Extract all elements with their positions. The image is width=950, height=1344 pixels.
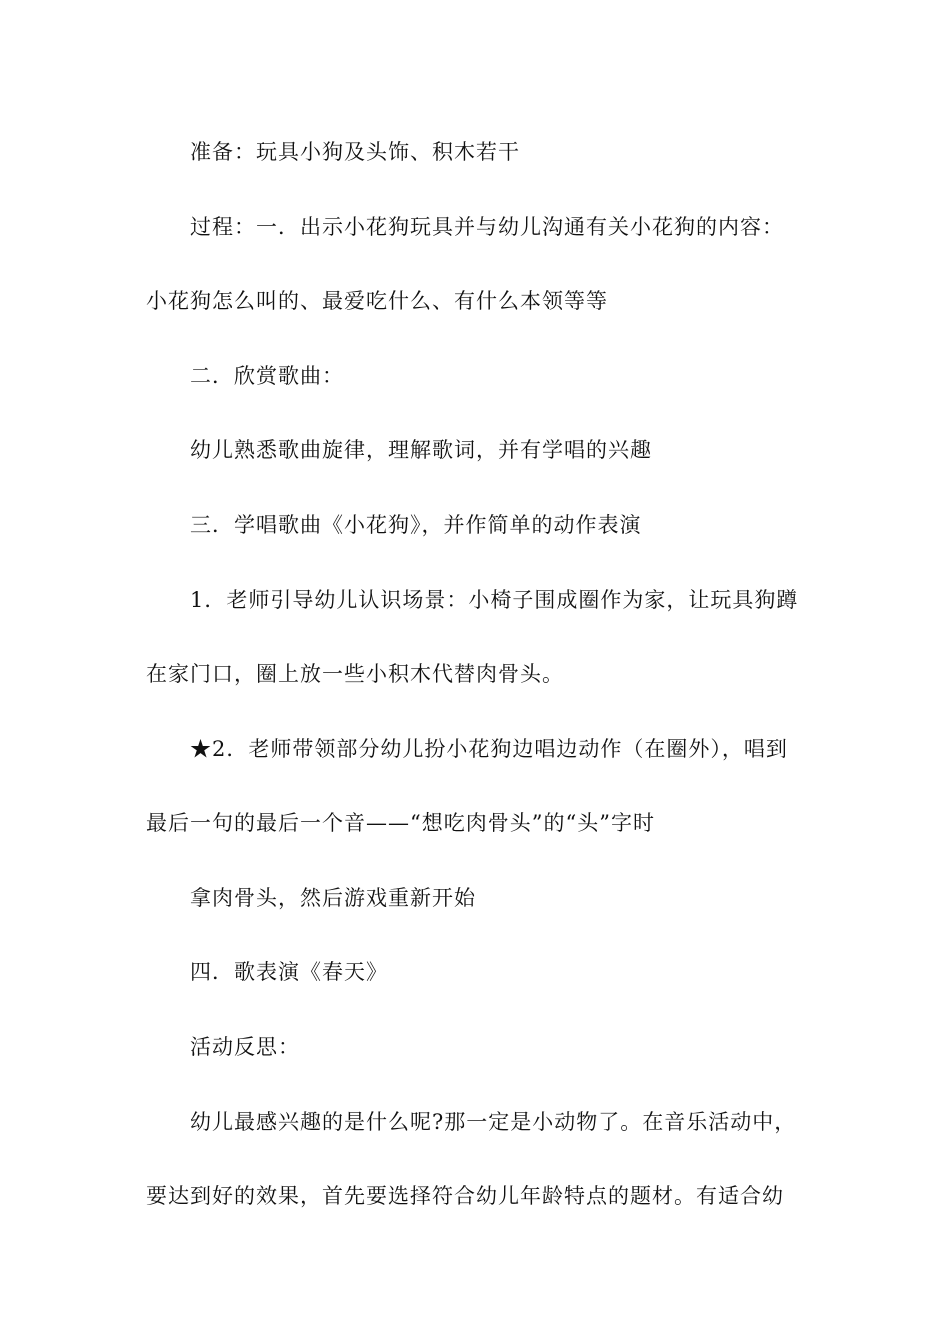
text-line: 小花狗怎么叫的、最爱吃什么、有什么本领等等 (146, 289, 608, 313)
text-line: 在家门口，圈上放一些小积木代替肉骨头。 (146, 662, 564, 686)
text-line: ★2．老师带领部分幼儿扮小花狗边唱边动作（在圈外），唱到 (190, 737, 788, 761)
text-line: 1．老师引导幼儿认识场景：小椅子围成圈作为家，让玩具狗蹲 (190, 588, 799, 612)
text-line: 要达到好的效果，首先要选择符合幼儿年龄特点的题材。有适合幼 (146, 1184, 784, 1208)
text-line: 四．歌表演《春天》 (190, 960, 388, 984)
text-line: 二．欣赏歌曲： (190, 364, 344, 388)
text-line: 幼儿最感兴趣的是什么呢?那一定是小动物了。在音乐活动中， (190, 1110, 797, 1134)
text-line: 最后一句的最后一个音——“想吃肉骨头”的“头”字时 (146, 811, 655, 835)
text-line: 幼儿熟悉歌曲旋律，理解歌词，并有学唱的兴趣 (190, 438, 652, 462)
text-line: 活动反思： (190, 1035, 300, 1059)
text-line: 拿肉骨头，然后游戏重新开始 (190, 886, 476, 910)
text-line: 三．学唱歌曲《小花狗》，并作简单的动作表演 (190, 513, 642, 537)
text-line: 准备：玩具小狗及头饰、积木若干 (190, 140, 520, 164)
text-line: 过程：一．出示小花狗玩具并与幼儿沟通有关小花狗的内容： (190, 215, 784, 239)
